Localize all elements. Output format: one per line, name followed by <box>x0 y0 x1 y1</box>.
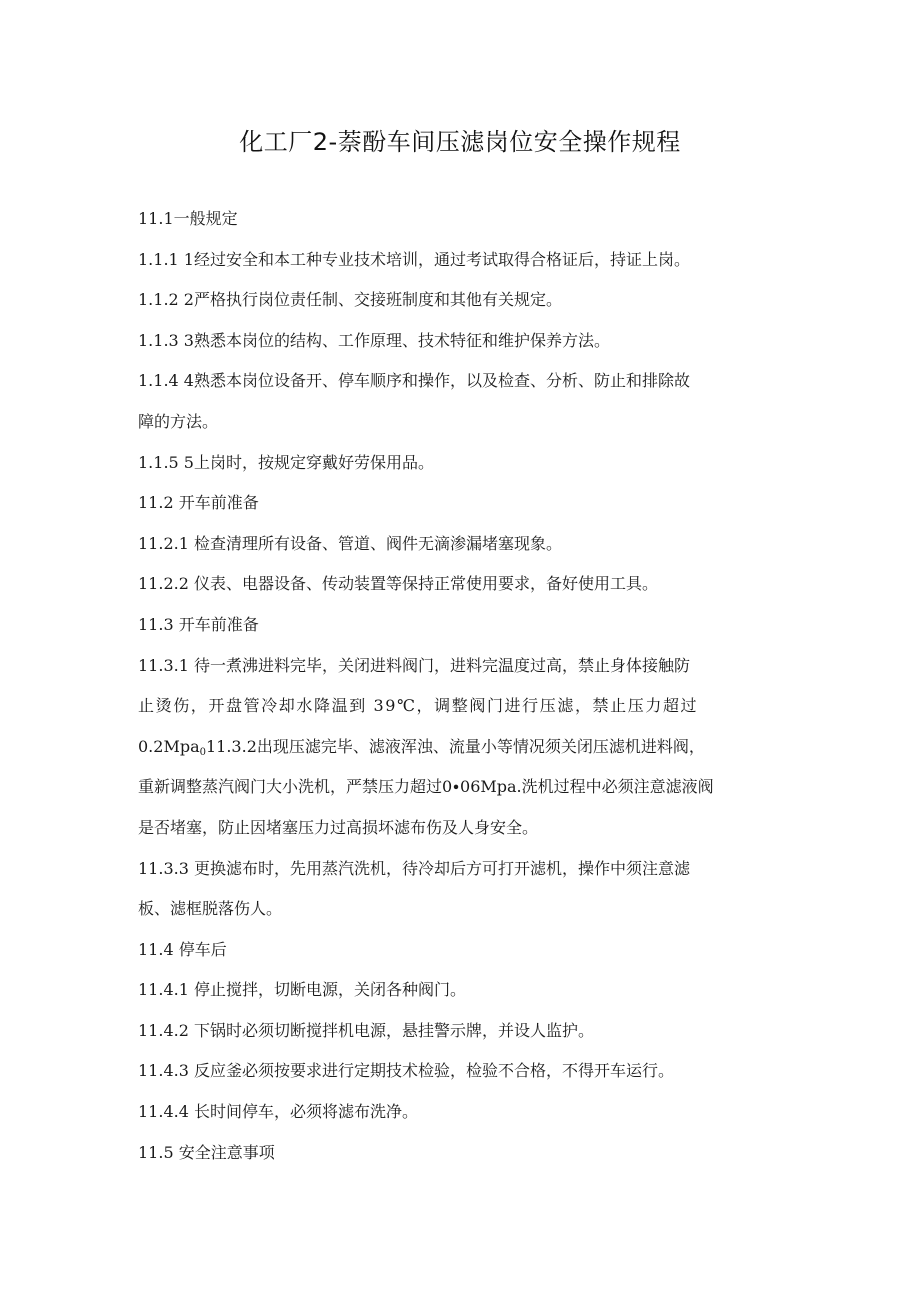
document-body <box>138 199 788 1173</box>
clause-11-2-2: 11.2.2 仪表、电器设备、传动装置等保持正常使用要求，备好使用工具。 <box>138 574 658 594</box>
clause-11-4-4: 11.4.4 长时间停车，必须将滤布洗净。 <box>138 1102 418 1122</box>
document-title: 化工厂2-萘酚车间压滤岗位安全操作规程 <box>239 128 681 156</box>
clause-1-1-5: 1.1.5 5上岗时，按规定穿戴好劳保用品。 <box>138 452 434 472</box>
pressure-value: 0.2Mpa <box>138 736 200 756</box>
clause-1-1-4-cont: 障的方法。 <box>138 411 219 431</box>
subscript-zero: 0 <box>199 746 206 758</box>
clause-1-1-3: 1.1.3 3熟悉本岗位的结构、工作原理、技术特征和维护保养方法。 <box>138 330 610 350</box>
clause-11-4-1: 11.4.1 停止搅拌，切断电源，关闭各种阀门。 <box>138 980 466 1000</box>
clause-11-3-2: 11.3.2出现压滤完毕、滤液浑浊、流量小等情况须关闭压滤机进料阀， <box>205 736 705 756</box>
clause-1-1-4: 1.1.4 4熟悉本岗位设备开、停车顺序和操作，以及检查、分析、防止和排除故 <box>138 371 690 391</box>
section-heading-11-2: 11.2 开车前准备 <box>138 493 259 513</box>
clause-1-1-2: 1.1.2 2严格执行岗位责任制、交接班制度和其他有关规定。 <box>138 290 562 310</box>
clause-11-3-1: 11.3.1 待一煮沸进料完毕，关闭进料阀门，进料完温度过高，禁止身体接触防 <box>138 655 690 675</box>
clause-11-3-2-cont: 重新调整蒸汽阀门大小洗机，严禁压力超过0∙06Mpa.洗机过程中必须注意滤液阀 <box>138 777 714 797</box>
clause-1-1-1: 1.1.1 1经过安全和本工种专业技术培训，通过考试取得合格证后，持证上岗。 <box>138 249 690 269</box>
clause-11-2-1: 11.2.1 检查清理所有设备、管道、阀件无滴渗漏堵塞现象。 <box>138 533 562 553</box>
clause-11-4-2: 11.4.2 下锅时必须切断搅拌机电源，悬挂警示牌，并设人监护。 <box>138 1020 594 1040</box>
clause-11-4-3: 11.4.3 反应釜必须按要求进行定期技术检验，检验不合格，不得开车运行。 <box>138 1061 674 1081</box>
clause-11-3-2-cont-2: 是否堵塞，防止因堵塞压力过高损坏滤布伤及人身安全。 <box>138 817 539 837</box>
section-heading-11-1: 11.1一般规定 <box>138 209 238 228</box>
clause-11-3-3-cont: 板、滤框脱落伤人。 <box>138 899 283 919</box>
clause-11-3-3: 11.3.3 更换滤布时，先用蒸汽洗机，待冷却后方可打开滤机，操作中须注意滤 <box>138 858 690 878</box>
section-heading-11-5: 11.5 安全注意事项 <box>138 1142 275 1162</box>
clause-11-3-1-cont-2 <box>138 727 788 768</box>
clause-11-3-1-cont: 止烫伤，开盘管冷却水降温到 39℃，调整阀门进行压滤，禁止压力超过 <box>138 696 699 716</box>
section-heading-11-4: 11.4 停车后 <box>138 939 227 959</box>
section-heading-11-3: 11.3 开车前准备 <box>138 614 259 634</box>
